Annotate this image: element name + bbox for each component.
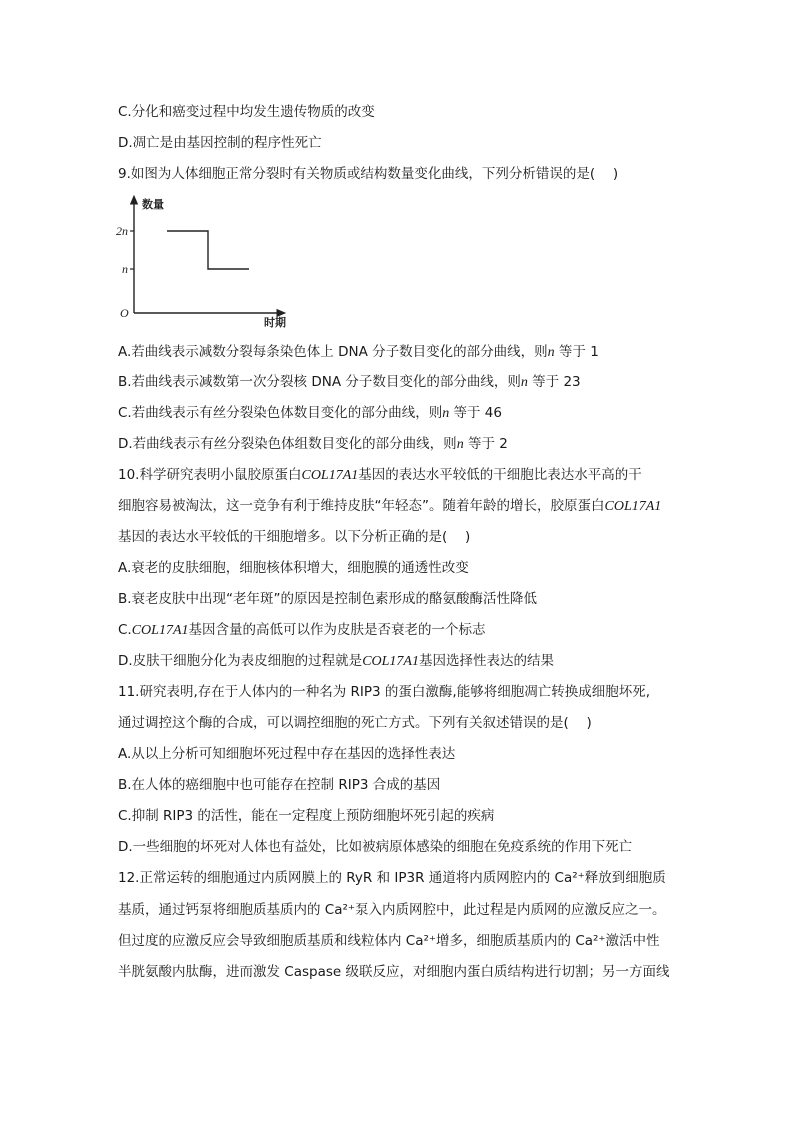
q11-option-d: D.一些细胞的坏死对人体也有益处，比如被病原体感染的细胞在免疫系统的作用下死亡 <box>118 839 633 855</box>
q9-figure <box>112 193 302 328</box>
q11-stem-line-1: 11.研究表明,存在于人体内的一种名为 RIP3 的蛋白激酶,能够将细胞凋亡转换成细胞坏死, <box>118 684 651 700</box>
q10-stem-line-1: 10.科学研究表明小鼠胶原蛋白COL17A1基因的表达水平较低的干细胞比表达水平高的干 <box>118 467 642 483</box>
tick-label-2n: 2n <box>116 224 128 238</box>
q10-stem-line-2: 细胞容易被淘汰，这一竞争有利于维持皮肤“年轻态”。随着年龄的增长，胶原蛋白COL17A1 <box>118 498 662 514</box>
y-axis-label: 数量 <box>142 199 164 211</box>
q11-stem-line-2: 通过调控这个酶的合成，可以调控细胞的死亡方式。下列有关叙述错误的是( ) <box>118 715 592 731</box>
q10-option-a: A.衰老的皮肤细胞，细胞核体积增大，细胞膜的通透性改变 <box>118 560 469 576</box>
q10-option-c: C.COL17A1基因含量的高低可以作为皮肤是否衰老的一个标志 <box>118 622 486 638</box>
tick-label-n: n <box>122 262 128 276</box>
q9-option-c: C.若曲线表示有丝分裂染色体数目变化的部分曲线，则n 等于 46 <box>118 405 502 421</box>
q11-option-b: B.在人体的癌细胞中也可能存在控制 RIP3 合成的基因 <box>118 777 441 793</box>
origin-label: O <box>120 306 129 320</box>
q9-option-b: B.若曲线表示减数第一次分裂核 DNA 分子数目变化的部分曲线，则n 等于 23 <box>118 374 581 390</box>
q10-option-b: B.衰老皮肤中出现“老年斑”的原因是控制色素形成的酪氨酸酶活性降低 <box>118 591 538 607</box>
x-axis-label: 时期 <box>264 317 286 328</box>
q12-stem-line-4: 半胱氨酸内肽酶，进而激发 Caspase 级联反应，对细胞内蛋白质结构进行切割；另一方面线 <box>118 964 670 980</box>
q10-option-d: D.皮肤干细胞分化为表皮细胞的过程就是COL17A1基因选择性表达的结果 <box>118 653 554 669</box>
series-curve <box>167 231 249 269</box>
q8-option-d: D.凋亡是由基因控制的程序性死亡 <box>118 135 322 151</box>
q12-stem-line-2: 基质，通过钙泵将细胞质基质内的 Ca²⁺泵入内质网腔中，此过程是内质网的应激反应之一。 <box>118 902 666 918</box>
q12-stem-line-1: 12.正常运转的细胞通过内质网膜上的 RyR 和 IP3R 通道将内质网腔内的 Ca²⁺释放到细胞质 <box>118 870 666 886</box>
q9-option-d: D.若曲线表示有丝分裂染色体组数目变化的部分曲线，则n 等于 2 <box>118 436 508 452</box>
q9-stem: 9.如图为人体细胞正常分裂时有关物质或结构数量变化曲线，下列分析错误的是( ) <box>118 166 619 182</box>
q11-option-c: C.抑制 RIP3 的活性，能在一定程度上预防细胞坏死引起的疾病 <box>118 808 495 824</box>
q12-stem-line-3: 但过度的应激反应会导致细胞质基质和线粒体内 Ca²⁺增多，细胞质基质内的 Ca²⁺激活中性 <box>118 933 660 949</box>
q8-option-c: C.分化和癌变过程中均发生遗传物质的改变 <box>118 104 375 120</box>
q9-option-a: A.若曲线表示减数分裂每条染色体上 DNA 分子数目变化的部分曲线，则n 等于 1 <box>118 344 599 360</box>
q10-stem-line-3: 基因的表达水平较低的干细胞增多。以下分析正确的是( ) <box>118 529 471 545</box>
q11-option-a: A.从以上分析可知细胞坏死过程中存在基因的选择性表达 <box>118 746 456 762</box>
